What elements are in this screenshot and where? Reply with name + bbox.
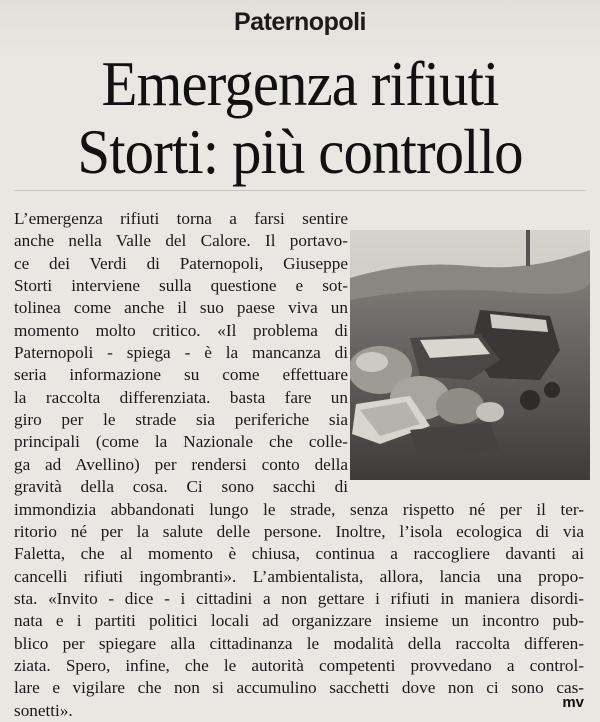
body-line: immondizia abbandonati lungo le strade, senza rispetto né per il ter- xyxy=(14,499,584,519)
body-line: ziata. Spero, infine, che le autorità competenti provvedano a control- xyxy=(14,655,584,675)
body-line: blico per spiegare alla cittadinanza le modalità della raccolta differen- xyxy=(14,633,584,653)
body-line: sonetti». xyxy=(14,700,73,720)
body-line: nata e i partiti politici locali ad organizzare insieme un incontro pub- xyxy=(14,611,584,631)
body-line: anche nella Valle del Calore. Il portavo- xyxy=(14,231,348,251)
body-line: Storti interviene sulla questione e sot- xyxy=(14,276,348,296)
body-line: cancelli rifiuti ingombranti». L’ambientalista, allora, lancia una propo- xyxy=(14,566,584,586)
body-line: ce dei Verdi di Paternopoli, Giuseppe xyxy=(14,253,348,273)
divider xyxy=(14,190,586,191)
body-line: la raccolta differenziata. basta fare un xyxy=(14,387,348,407)
body-line: L’emergenza rifiuti torna a farsi sentire xyxy=(14,209,348,228)
body-line: principali (come la Nazionale che colle- xyxy=(14,432,348,452)
article-body-narrow xyxy=(14,208,584,498)
body-line: seria informazione su come effettuare xyxy=(14,365,348,385)
body-line: gravità della cosa. Ci sono sacchi di xyxy=(14,477,348,497)
body-line: ritorio né per la salute delle persone. Inoltre, l’isola ecologica di via xyxy=(14,521,584,541)
headline-line-1: Emergenza rifiuti xyxy=(101,48,499,119)
body-line: Faletta, che al momento è chiusa, continua a raccogliere davanti ai xyxy=(14,544,584,564)
body-line: tolinea come anche il suo paese viva un xyxy=(14,298,348,318)
article-body-wide xyxy=(14,499,584,722)
body-line: giro per le strade sia periferiche sia xyxy=(14,410,348,430)
body-line: Paternopoli - spiega - è la mancanza di xyxy=(14,343,348,363)
body-line: momento molto critico. «Il problema di xyxy=(14,320,348,340)
body-line: sta. «Invito - dice - i cittadini a non gettare i rifiuti in maniera disordi- xyxy=(14,588,584,608)
body-line: ga ad Avellino) per rendersi conto della xyxy=(14,454,348,474)
byline: mv xyxy=(562,694,584,711)
headline-line-2: Storti: più controllo xyxy=(77,116,523,187)
section-kicker: Paternopoli xyxy=(233,8,366,36)
body-line: lare e vigilare che non si accumulino sacchetti dove non ci sono cas- xyxy=(14,678,584,698)
